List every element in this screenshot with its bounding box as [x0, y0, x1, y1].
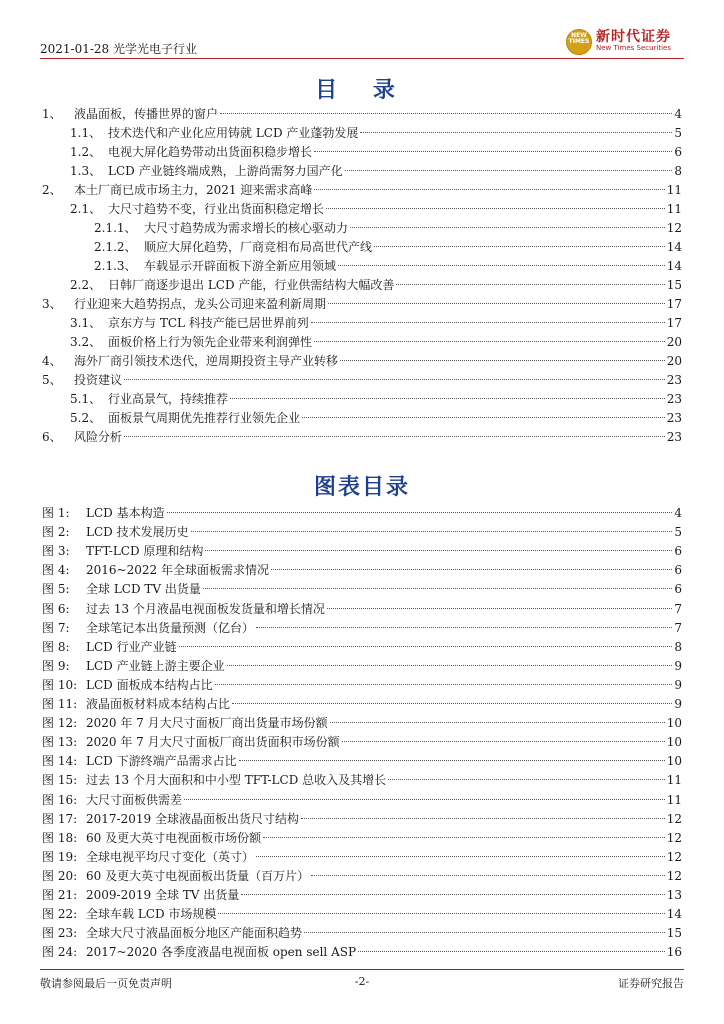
toc-entry-title: 行业高景气，持续推荐 — [108, 392, 229, 406]
figure-entry-page: 9 — [674, 697, 682, 711]
toc-entry[interactable] — [42, 181, 682, 200]
toc-entry-number: 2.1.2、 — [94, 240, 137, 254]
figure-leader-dots — [167, 512, 673, 513]
toc-entry-page: 6 — [674, 145, 682, 159]
toc-entry-page: 20 — [666, 354, 682, 368]
toc-entry-title: 风险分析 — [74, 430, 123, 444]
figure-entry-page: 13 — [666, 888, 682, 902]
figure-leader-dots — [342, 741, 665, 742]
toc-entry[interactable] — [42, 371, 682, 390]
toc-entry-title: 大尺寸趋势成为需求增长的核心驱动力 — [144, 221, 349, 235]
footer-report-type: 证券研究报告 — [618, 977, 684, 990]
toc-leader-dots — [326, 208, 665, 209]
figure-entry-title: 全球 LCD TV 出货量 — [86, 582, 201, 597]
figure-entry-page: 5 — [674, 525, 682, 540]
toc-entry[interactable] — [70, 314, 682, 333]
figure-entry-page: 16 — [666, 945, 682, 960]
toc-entry-number: 2、 — [42, 183, 62, 197]
figure-leader-dots — [232, 703, 672, 704]
toc-leader-dots — [340, 360, 665, 361]
figure-entry-page: 15 — [666, 926, 682, 941]
toc-entry[interactable] — [70, 276, 682, 295]
toc-leader-dots — [374, 246, 665, 247]
toc-entry-number: 3.2、 — [70, 335, 102, 349]
toc-entry-page: 23 — [666, 411, 682, 425]
figure-entry-page: 12 — [666, 830, 682, 845]
figure-entry-page: 7 — [674, 620, 682, 635]
toc-entry-number: 2.1.1、 — [94, 221, 137, 235]
figure-entry-number: 图 6: — [42, 601, 70, 616]
figure-entry-number: 图 4: — [42, 563, 70, 578]
toc-entry-number: 4、 — [42, 354, 62, 368]
figure-entry[interactable] — [42, 523, 682, 542]
figure-entry-page: 10 — [666, 716, 682, 731]
figure-entry-page: 10 — [666, 735, 682, 750]
figure-entry-title: TFT-LCD 原理和结构 — [86, 544, 204, 559]
figure-leader-dots — [205, 550, 672, 551]
toc-leader-dots — [314, 189, 664, 190]
toc-entry-number: 1.1、 — [70, 126, 102, 140]
figure-entry-page: 9 — [674, 658, 682, 673]
figure-entry[interactable] — [42, 561, 682, 580]
toc-leader-dots — [345, 170, 673, 171]
logo-name: 新时代证券 — [596, 29, 671, 45]
figure-entry-number: 图 13: — [42, 735, 78, 750]
toc-entry-number: 1.3、 — [70, 164, 102, 178]
toc-entry[interactable] — [70, 409, 682, 428]
figure-entry-page: 7 — [674, 601, 682, 616]
toc-entry-page: 17 — [666, 297, 682, 311]
figure-entry-title: 大尺寸面板供需差 — [86, 792, 183, 807]
figure-entry-number: 图 23: — [42, 926, 78, 941]
figure-entry-number: 图 21: — [42, 888, 78, 902]
toc-entry[interactable] — [42, 105, 682, 124]
figure-entry-number: 图 11: — [42, 697, 78, 711]
toc-entry-title: 液晶面板，传播世界的窗户 — [74, 107, 219, 121]
toc-leader-dots — [124, 436, 665, 437]
figure-leader-dots — [330, 722, 665, 723]
toc-leader-dots — [314, 341, 665, 342]
toc-entry-page: 15 — [666, 278, 682, 292]
header-divider — [40, 58, 684, 59]
toc-leader-dots — [350, 227, 665, 228]
footer-divider — [40, 969, 684, 970]
figure-entry-page: 12 — [666, 849, 682, 864]
figure-entry-title: 60 及更大英寸电视面板出货量（百万片） — [86, 868, 310, 883]
toc-entry-title: 大尺寸趋势不变，行业出货面积稳定增长 — [108, 202, 325, 216]
figure-entry-number: 图 24: — [42, 945, 78, 960]
figure-entry[interactable] — [42, 905, 682, 924]
toc-entry-page: 11 — [666, 202, 682, 216]
figure-entry[interactable] — [42, 619, 682, 638]
toc-entry-page: 20 — [666, 335, 682, 349]
figure-entry-page: 6 — [674, 544, 682, 559]
toc-leader-dots — [360, 132, 672, 133]
toc-entry-title: 技术迭代和产业化应用铸就 LCD 产业蓬勃发展 — [108, 126, 359, 140]
figure-entry-page: 6 — [674, 582, 682, 597]
toc-entry[interactable] — [70, 143, 682, 162]
toc-entry-title: LCD 产业链终端成熟，上游尚需努力国产化 — [108, 164, 343, 178]
toc-leader-dots — [220, 113, 672, 114]
figure-entry-title: 全球车载 LCD 市场规模 — [86, 907, 217, 922]
toc-entry-page: 14 — [666, 240, 682, 254]
figure-entry-number: 图 5: — [42, 582, 70, 597]
logo-badge-text: NEW TIMES — [568, 32, 590, 45]
toc-entry-number: 1.2、 — [70, 145, 102, 159]
toc-entry[interactable] — [42, 352, 682, 371]
toc-entry-title: 京东方与 TCL 科技产能已居世界前列 — [108, 316, 309, 330]
toc-entry-page: 23 — [666, 373, 682, 387]
figure-entry-number: 图 16: — [42, 792, 78, 807]
toc-entry-number: 3、 — [42, 297, 62, 311]
figure-entry-title: LCD 下游终端产品需求占比 — [86, 754, 237, 769]
figure-entry-number: 图 10: — [42, 677, 78, 692]
toc-entry-page: 23 — [666, 392, 682, 406]
figure-entry[interactable] — [42, 886, 682, 905]
toc-entry-title: 日韩厂商逐步退出 LCD 产能，行业供需结构大幅改善 — [108, 278, 395, 292]
figure-entry-number: 图 7: — [42, 620, 70, 635]
toc-entry[interactable] — [42, 428, 682, 447]
toc-leader-dots — [338, 265, 665, 266]
figure-leader-dots — [327, 608, 672, 609]
toc-entry-number: 1、 — [42, 107, 62, 121]
toc-leader-dots — [314, 151, 672, 152]
figure-entry-title: 2017-2019 全球液晶面板出货尺寸结构 — [86, 811, 299, 826]
toc-leader-dots — [328, 303, 665, 304]
figure-entry-number: 图 2: — [42, 525, 70, 540]
figure-leader-dots — [203, 588, 672, 589]
toc-entry[interactable] — [94, 219, 682, 238]
figure-entry-page: 12 — [666, 868, 682, 883]
toc-entry-number: 2.1、 — [70, 202, 102, 216]
figure-entry[interactable] — [42, 695, 682, 714]
figure-entry-number: 图 1: — [42, 506, 70, 520]
header-date-industry: 2021-01-28 光学光电子行业 — [40, 42, 198, 56]
figure-entry-title: 液晶面板材料成本结构占比 — [86, 697, 231, 711]
toc-entry-number: 5.1、 — [70, 392, 102, 406]
toc-entry-page: 17 — [666, 316, 682, 330]
figure-entry-number: 图 18: — [42, 830, 78, 845]
figure-entry[interactable] — [42, 924, 682, 943]
figure-entry-title: 60 及更大英寸电视面板市场份额 — [86, 830, 262, 845]
toc-entry-title: 车载显示开辟面板下游全新应用领域 — [144, 259, 337, 273]
figure-entry-number: 图 14: — [42, 754, 78, 769]
figure-entry-title: 全球笔记本出货量预测（亿台） — [86, 620, 255, 635]
footer-disclaimer: 敬请参阅最后一页免责声明 — [40, 977, 172, 990]
figure-entry[interactable] — [42, 676, 682, 695]
figure-entry[interactable] — [42, 542, 682, 561]
figure-entry-title: LCD 技术发展历史 — [86, 525, 189, 540]
figure-entry-number: 图 19: — [42, 849, 78, 864]
figure-entry[interactable] — [42, 733, 682, 752]
figure-entry-title: 2017~2020 各季度液晶电视面板 open sell ASP — [86, 945, 357, 960]
figure-list-title: 图表目录 — [313, 474, 410, 500]
toc-entry-page: 5 — [674, 126, 682, 140]
figure-entry[interactable] — [42, 657, 682, 676]
figure-leader-dots — [358, 951, 665, 952]
figure-entry[interactable] — [42, 771, 682, 790]
figure-entry-number: 图 15: — [42, 773, 78, 788]
figure-entry-title: LCD 面板成本结构占比 — [86, 677, 213, 692]
figure-entry-number: 图 3: — [42, 544, 70, 559]
toc-entry[interactable] — [70, 390, 682, 409]
figure-leader-dots — [184, 799, 665, 800]
figure-entry-title: LCD 行业产业链 — [86, 639, 177, 654]
figure-leader-dots — [301, 818, 665, 819]
figure-entry-title: 2009-2019 全球 TV 出货量 — [86, 888, 240, 902]
figure-entry-page: 14 — [666, 907, 682, 922]
figure-leader-dots — [263, 837, 665, 838]
toc-entry-title: 面板景气周期优先推荐行业领先企业 — [108, 411, 301, 425]
figure-leader-dots — [179, 646, 673, 647]
toc-entry-number: 2.2、 — [70, 278, 102, 292]
figure-entry[interactable] — [42, 638, 682, 657]
figure-entry-number: 图 12: — [42, 716, 78, 731]
toc-entry-page: 11 — [666, 183, 682, 197]
toc-entry-number: 5.2、 — [70, 411, 102, 425]
figure-entry-title: LCD 基本构造 — [86, 506, 165, 520]
figure-entry-title: 过去 13 个月大面积和中小型 TFT-LCD 总收入及其增长 — [86, 773, 387, 788]
figure-leader-dots — [227, 665, 673, 666]
toc-entry-title: 顺应大屏化趋势，厂商竞相布局高世代产线 — [144, 240, 373, 254]
toc-entry[interactable] — [70, 162, 682, 181]
figure-leader-dots — [239, 760, 665, 761]
toc-entry-number: 6、 — [42, 430, 62, 444]
figure-leader-dots — [256, 856, 665, 857]
toc-entry[interactable] — [42, 295, 682, 314]
figure-entry-number: 图 17: — [42, 811, 78, 826]
page-number: -2- — [354, 975, 370, 988]
figure-entry-page: 4 — [674, 506, 682, 520]
figure-entry[interactable] — [42, 580, 682, 599]
figure-entry[interactable] — [42, 714, 682, 733]
figure-entry[interactable] — [42, 810, 682, 829]
toc-entry[interactable] — [70, 200, 682, 219]
figure-leader-dots — [388, 779, 665, 780]
figure-leader-dots — [271, 569, 672, 570]
figure-entry-title: 2020 年 7 月大尺寸面板厂商出货面积市场份额 — [86, 735, 340, 750]
toc-entry-title: 海外厂商引领技术迭代，逆周期投资主导产业转移 — [74, 354, 339, 368]
figure-entry-page: 11 — [666, 792, 682, 807]
figure-entry-number: 图 20: — [42, 868, 78, 883]
figure-entry-page: 9 — [674, 677, 682, 692]
figure-leader-dots — [304, 932, 665, 933]
toc-entry[interactable] — [94, 257, 682, 276]
toc-entry-title: 本土厂商已成市场主力，2021 迎来需求高峰 — [74, 183, 313, 197]
toc-leader-dots — [396, 284, 664, 285]
figure-entry[interactable] — [42, 829, 682, 848]
figure-leader-dots — [241, 894, 664, 895]
toc-entry[interactable] — [70, 333, 682, 352]
toc-leader-dots — [230, 398, 665, 399]
figure-entry-title: 2016~2022 年全球面板需求情况 — [86, 563, 269, 578]
toc-entry-page: 4 — [674, 107, 682, 121]
toc-entry-page: 14 — [666, 259, 682, 273]
logo-english-name: New Times Securities — [596, 44, 671, 52]
figure-entry[interactable] — [42, 867, 682, 886]
figure-entry[interactable] — [42, 504, 682, 523]
figure-entry-title: 全球电视平均尺寸变化（英寸） — [86, 849, 255, 864]
toc-entry-page: 23 — [666, 430, 682, 444]
figure-leader-dots — [191, 531, 673, 532]
figure-entry-page: 12 — [666, 811, 682, 826]
toc-entry-title: 行业迎来大趋势拐点，龙头公司迎来盈利新周期 — [74, 297, 327, 311]
figure-entry-title: 全球大尺寸液晶面板分地区产能面积趋势 — [86, 926, 303, 941]
toc-leader-dots — [124, 379, 665, 380]
toc-entry[interactable] — [94, 238, 682, 257]
figure-entry[interactable] — [42, 752, 682, 771]
figure-leader-dots — [311, 875, 665, 876]
toc-entry-title: 面板价格上行为领先企业带来利润弹性 — [108, 335, 313, 349]
figure-leader-dots — [256, 627, 672, 628]
figure-entry-number: 图 9: — [42, 658, 70, 673]
toc-entry-title: 电视大屏化趋势带动出货面积稳步增长 — [108, 145, 313, 159]
toc-entry-title: 投资建议 — [74, 373, 123, 387]
figure-entry-title: 过去 13 个月液晶电视面板发货量和增长情况 — [86, 601, 325, 616]
figure-entry-title: LCD 产业链上游主要企业 — [86, 658, 225, 673]
figure-entry-page: 11 — [666, 773, 682, 788]
figure-leader-dots — [218, 913, 664, 914]
figure-entry[interactable] — [42, 600, 682, 619]
figure-entry-page: 8 — [674, 639, 682, 654]
figure-entry-number: 图 22: — [42, 907, 78, 922]
toc-entry[interactable] — [70, 124, 682, 143]
toc-entry-number: 2.1.3、 — [94, 259, 137, 273]
figure-entry-page: 6 — [674, 563, 682, 578]
figure-entry[interactable] — [42, 791, 682, 810]
toc-entry-number: 3.1、 — [70, 316, 102, 330]
toc-leader-dots — [302, 417, 665, 418]
figure-entry-title: 2020 年 7 月大尺寸面板厂商出货量市场份额 — [86, 716, 328, 731]
toc-leader-dots — [311, 322, 665, 323]
figure-leader-dots — [215, 684, 673, 685]
toc-title: 目 录 — [315, 77, 409, 103]
toc-entry-page: 12 — [666, 221, 682, 235]
figure-entry[interactable] — [42, 943, 682, 962]
figure-entry-page: 10 — [666, 754, 682, 769]
brand-logo — [566, 26, 696, 56]
figure-entry-number: 图 8: — [42, 639, 70, 654]
toc-entry-page: 8 — [674, 164, 682, 178]
toc-entry-number: 5、 — [42, 373, 62, 387]
figure-entry[interactable] — [42, 848, 682, 867]
